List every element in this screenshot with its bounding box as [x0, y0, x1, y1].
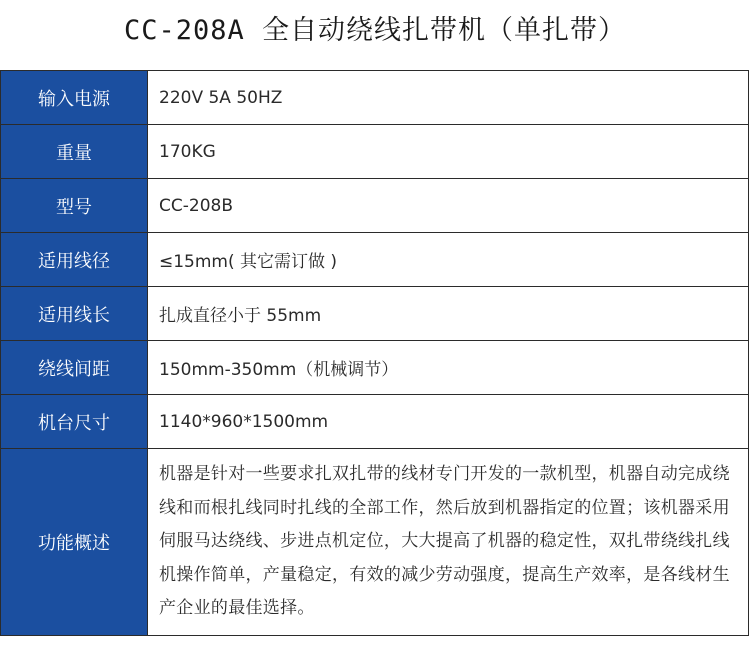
spec-row-wire-length: [1, 287, 749, 341]
spec-value-weight: 170KG: [148, 125, 749, 178]
spec-label-wire-length: 适用线长: [1, 287, 148, 340]
page-title: CC-208A 全自动绕线扎带机（单扎带）: [123, 15, 627, 46]
spec-row-weight: [1, 125, 749, 179]
spec-table: [0, 70, 749, 636]
spec-value-wire-diameter: ≤15mm( 其它需订做 ): [148, 233, 749, 286]
spec-label-winding-pitch: 绕线间距: [1, 341, 148, 394]
spec-label-model: 型号: [1, 179, 148, 232]
spec-value-machine-size: 1140*960*1500mm: [148, 395, 749, 448]
spec-value-model: CC-208B: [148, 179, 749, 232]
spec-label-weight: 重量: [1, 125, 148, 178]
spec-row-wire-diameter: [1, 233, 749, 287]
spec-label-machine-size: 机台尺寸: [1, 395, 148, 448]
spec-row-model: [1, 179, 749, 233]
spec-row-description: [1, 449, 749, 636]
spec-label-description: 功能概述: [1, 449, 148, 635]
spec-value-wire-length: 扎成直径小于 55mm: [148, 287, 749, 340]
spec-row-winding-pitch: [1, 341, 749, 395]
spec-label-wire-diameter: 适用线径: [1, 233, 148, 286]
spec-label-power: 输入电源: [1, 71, 148, 124]
spec-value-winding-pitch: 150mm-350mm（机械调节）: [148, 341, 749, 394]
spec-row-power: [1, 71, 749, 125]
spec-value-description: 机器是针对一些要求扎双扎带的线材专门开发的一款机型，机器自动完成绕线和而根扎线同时扎线的全部工作，然后放到机器指定的位置；该机器采用伺服马达绕线、步进点机定位，大大提高了机器的稳定性，双扎带绕线扎线机操作简单，产量稳定，有效的减少劳动强度，提高生产效率，是各线材生产企业的最佳选择。: [148, 449, 749, 635]
spec-value-power: 220V 5A 50HZ: [148, 71, 749, 124]
spec-row-machine-size: [1, 395, 749, 449]
